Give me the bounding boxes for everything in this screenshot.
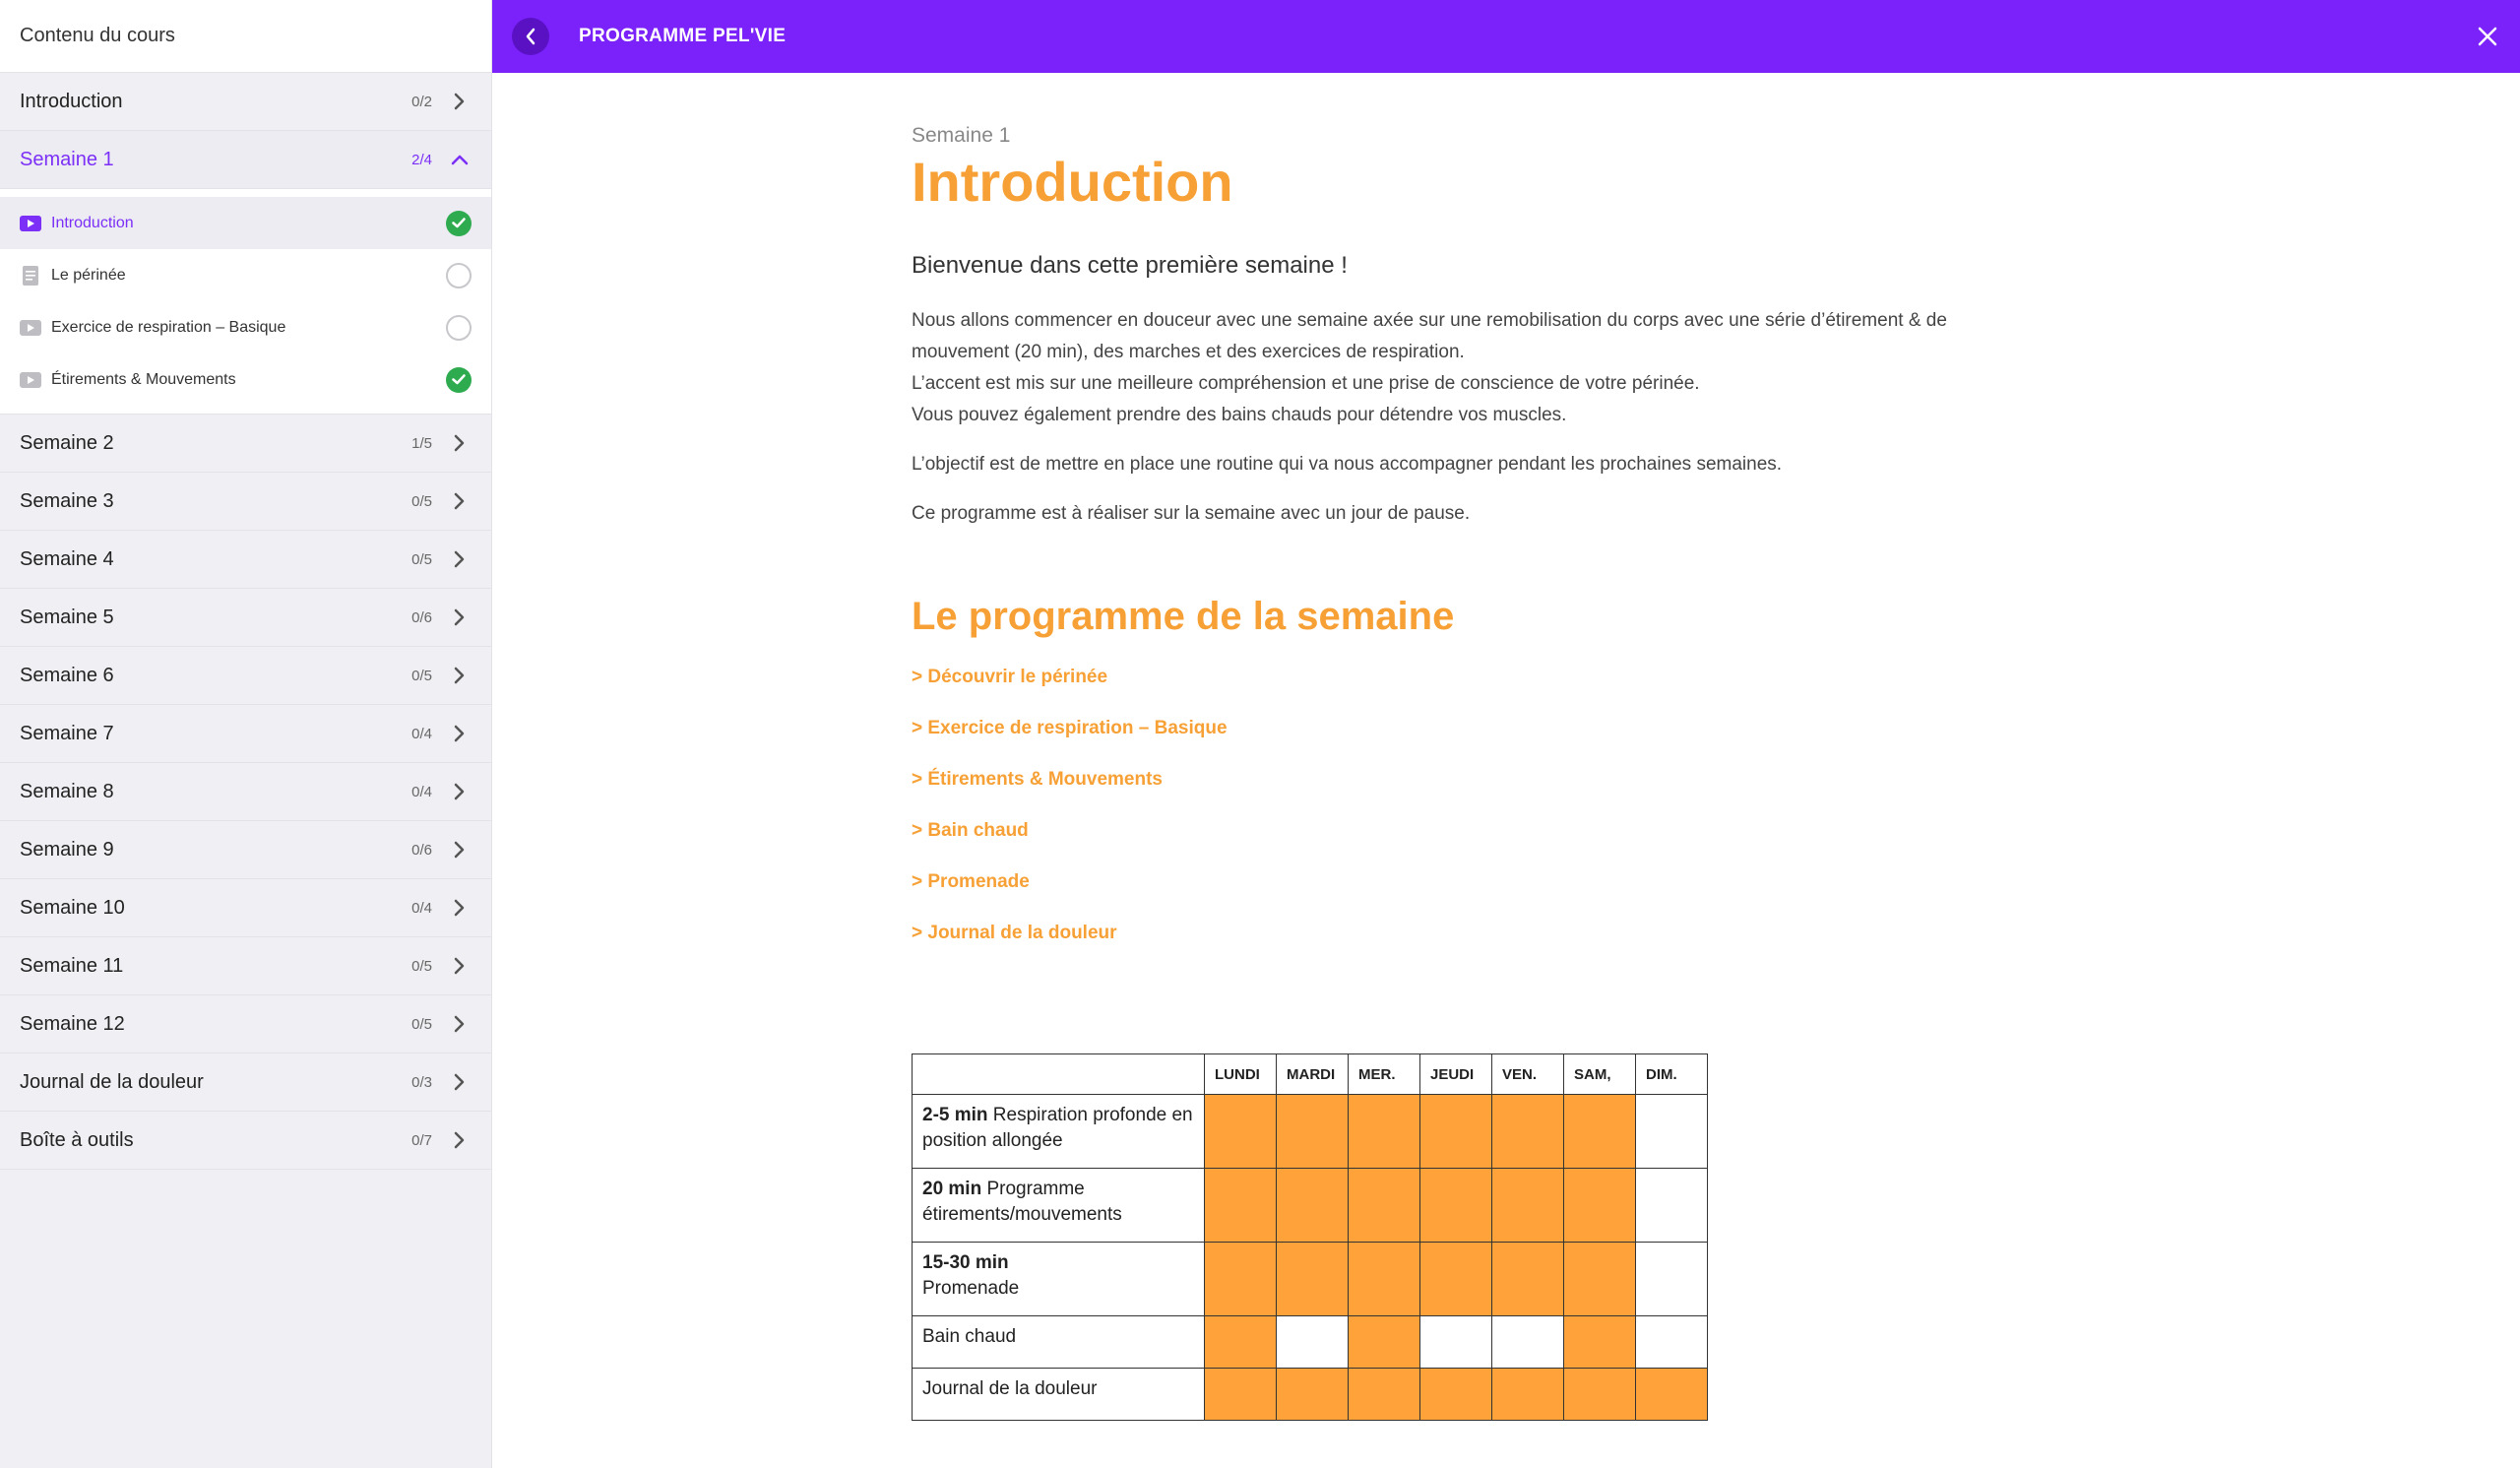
section-row[interactable]	[0, 763, 491, 821]
section-label: Semaine 8	[20, 780, 114, 802]
paragraph-line: Vous pouvez également prendre des bains chauds pour détendre vos muscles.	[912, 404, 1567, 425]
section-progress: 1/5	[411, 434, 432, 452]
program-link[interactable]: > Étirements & Mouvements	[912, 768, 1163, 790]
section-row[interactable]	[0, 879, 491, 937]
activity-text: Programme étirements/mouvements	[922, 1179, 1122, 1225]
paragraph-line: mouvement (20 min), des marches et des exercices de respiration.	[912, 341, 1465, 362]
schedule-paragraph: Ce programme est à réaliser sur la semaine avec un jour de pause.	[912, 502, 1471, 524]
section-row[interactable]	[0, 937, 491, 995]
lesson-item[interactable]	[0, 353, 491, 406]
section-label: Semaine 10	[20, 896, 125, 919]
section-label: Semaine 7	[20, 722, 114, 744]
scheduled-day-cell	[1564, 1243, 1636, 1316]
video-icon	[20, 320, 41, 336]
section-label: Semaine 11	[20, 954, 124, 977]
section-progress: 0/3	[411, 1073, 432, 1091]
empty-circle-icon	[446, 263, 472, 288]
chevron-right-icon	[450, 782, 470, 801]
lesson-title: Introduction	[912, 151, 1233, 213]
scheduled-day-cell	[1205, 1369, 1277, 1421]
section-label: Semaine 6	[20, 664, 114, 686]
scheduled-day-cell	[1420, 1369, 1492, 1421]
section-label: Semaine 1	[20, 148, 114, 170]
scheduled-day-cell	[1492, 1169, 1564, 1243]
chevron-up-icon	[450, 150, 470, 169]
day-header: JEUDI	[1420, 1054, 1492, 1095]
activity-text: Journal de la douleur	[922, 1378, 1098, 1399]
check-icon	[446, 211, 472, 236]
activity-cell	[913, 1169, 1205, 1243]
section-row[interactable]	[0, 415, 491, 473]
program-link[interactable]: > Exercice de respiration – Basique	[912, 717, 1228, 738]
section-row[interactable]	[0, 705, 491, 763]
section-progress: 0/6	[411, 841, 432, 859]
program-link[interactable]: > Promenade	[912, 870, 1030, 892]
section-progress: 0/5	[411, 957, 432, 975]
scheduled-day-cell	[1420, 1243, 1492, 1316]
day-header: MARDI	[1277, 1054, 1349, 1095]
header-blank-cell	[913, 1054, 1205, 1095]
scheduled-day-cell	[1205, 1169, 1277, 1243]
scheduled-day-cell	[1277, 1243, 1349, 1316]
section-row[interactable]	[0, 995, 491, 1053]
scheduled-day-cell	[1277, 1169, 1349, 1243]
chevron-left-icon	[525, 28, 536, 45]
section-progress: 2/4	[411, 151, 432, 168]
scheduled-day-cell	[1420, 1095, 1492, 1169]
table-row	[913, 1169, 1708, 1243]
scheduled-day-cell	[1636, 1369, 1708, 1421]
lesson-item[interactable]	[0, 301, 491, 353]
back-button[interactable]	[512, 18, 549, 55]
section-progress: 0/4	[411, 899, 432, 917]
section-label: Semaine 9	[20, 838, 114, 861]
lesson-label: Étirements & Mouvements	[51, 370, 236, 388]
section-row[interactable]	[0, 821, 491, 879]
section-progress: 0/6	[411, 608, 432, 626]
paragraph-line: Nous allons commencer en douceur avec une semaine axée sur une remobilisation du corps avec une série d’étirement & de	[912, 309, 1947, 331]
rest-day-cell	[1636, 1243, 1708, 1316]
section-label: Semaine 2	[20, 431, 114, 454]
section-introduction[interactable]	[0, 73, 491, 131]
section-row[interactable]	[0, 647, 491, 705]
chevron-right-icon	[450, 433, 470, 453]
section-label: Boîte à outils	[20, 1128, 134, 1151]
section-row[interactable]	[0, 589, 491, 647]
scheduled-day-cell	[1564, 1095, 1636, 1169]
scheduled-day-cell	[1564, 1369, 1636, 1421]
table-row	[913, 1316, 1708, 1369]
section-label: Semaine 5	[20, 606, 114, 628]
program-link[interactable]: > Journal de la douleur	[912, 922, 1117, 943]
check-icon	[446, 367, 472, 393]
program-heading: Le programme de la semaine	[912, 594, 1455, 638]
activity-duration: 15-30 min	[922, 1252, 1009, 1273]
activity-text: Respiration profonde en position allongée	[922, 1105, 1193, 1151]
chevron-right-icon	[450, 92, 470, 111]
chevron-right-icon	[450, 1130, 470, 1150]
chevron-right-icon	[450, 666, 470, 685]
section-label: Semaine 4	[20, 547, 114, 570]
scheduled-day-cell	[1277, 1369, 1349, 1421]
chevron-right-icon	[450, 724, 470, 743]
section-label: Semaine 3	[20, 489, 114, 512]
week-label: Semaine 1	[912, 124, 1011, 147]
section-progress: 0/4	[411, 783, 432, 800]
chevron-right-icon	[450, 898, 470, 918]
rest-day-cell	[1277, 1316, 1349, 1369]
document-icon	[20, 268, 41, 284]
section-progress: 0/4	[411, 725, 432, 742]
objective-paragraph: L’objectif est de mettre en place une routine qui va nous accompagner pendant les prochaines semaines.	[912, 453, 1783, 475]
lesson-item[interactable]	[0, 249, 491, 301]
weekly-schedule-table	[912, 1053, 1708, 1421]
scheduled-day-cell	[1205, 1316, 1277, 1369]
rest-day-cell	[1636, 1095, 1708, 1169]
table-row	[913, 1095, 1708, 1169]
day-header: MER.	[1349, 1054, 1420, 1095]
activity-cell	[913, 1095, 1205, 1169]
scheduled-day-cell	[1564, 1169, 1636, 1243]
section-label: Journal de la douleur	[20, 1070, 204, 1093]
top-bar	[492, 0, 2520, 73]
table-header-row	[913, 1054, 1708, 1095]
scheduled-day-cell	[1349, 1169, 1420, 1243]
activity-text: Bain chaud	[922, 1326, 1017, 1347]
chevron-right-icon	[450, 607, 470, 627]
lesson-list	[0, 189, 491, 415]
activity-cell	[913, 1316, 1205, 1369]
table-row	[913, 1243, 1708, 1316]
scheduled-day-cell	[1492, 1369, 1564, 1421]
activity-duration: 20 min	[922, 1179, 982, 1199]
program-link[interactable]: > Bain chaud	[912, 819, 1029, 841]
course-sidebar	[0, 0, 492, 1468]
course-title: PROGRAMME PEL'VIE	[579, 26, 787, 46]
activity-duration: 2-5 min	[922, 1105, 988, 1125]
sidebar-title: Contenu du cours	[0, 0, 491, 73]
section-label: Semaine 12	[20, 1012, 125, 1035]
section-row[interactable]	[0, 1112, 491, 1170]
lesson-label: Introduction	[51, 214, 134, 231]
section-progress: 0/5	[411, 1015, 432, 1033]
scheduled-day-cell	[1349, 1369, 1420, 1421]
rest-day-cell	[1420, 1316, 1492, 1369]
table-row	[913, 1369, 1708, 1421]
section-row[interactable]	[0, 531, 491, 589]
section-progress: 0/5	[411, 550, 432, 568]
paragraph-line: L’accent est mis sur une meilleure compréhension et une prise de conscience de votre périnée.	[912, 372, 1700, 394]
intro-paragraph	[912, 305, 2053, 431]
day-header: SAM,	[1564, 1054, 1636, 1095]
activity-text: Promenade	[922, 1278, 1020, 1299]
chevron-right-icon	[450, 1072, 470, 1092]
scheduled-day-cell	[1420, 1169, 1492, 1243]
close-icon	[2478, 27, 2497, 46]
rest-day-cell	[1636, 1169, 1708, 1243]
scheduled-day-cell	[1349, 1316, 1420, 1369]
day-header: VEN.	[1492, 1054, 1564, 1095]
scheduled-day-cell	[1349, 1095, 1420, 1169]
close-button[interactable]	[2475, 24, 2500, 49]
video-icon	[20, 372, 41, 388]
scheduled-day-cell	[1564, 1316, 1636, 1369]
chevron-right-icon	[450, 1014, 470, 1034]
section-label: Introduction	[20, 90, 123, 112]
rest-day-cell	[1492, 1316, 1564, 1369]
section-progress: 0/7	[411, 1131, 432, 1149]
section-list	[0, 415, 491, 1170]
empty-circle-icon	[446, 315, 472, 341]
scheduled-day-cell	[1349, 1243, 1420, 1316]
section-semaine-1[interactable]	[0, 131, 491, 189]
day-header: DIM.	[1636, 1054, 1708, 1095]
scheduled-day-cell	[1205, 1095, 1277, 1169]
scheduled-day-cell	[1205, 1243, 1277, 1316]
day-header: LUNDI	[1205, 1054, 1277, 1095]
chevron-right-icon	[450, 549, 470, 569]
scheduled-day-cell	[1277, 1095, 1349, 1169]
lesson-content	[912, 73, 2093, 944]
section-progress: 0/2	[411, 93, 432, 110]
program-link[interactable]: > Découvrir le périnée	[912, 666, 1108, 687]
welcome-heading: Bienvenue dans cette première semaine !	[912, 251, 1348, 279]
section-progress: 0/5	[411, 492, 432, 510]
lesson-label: Le périnée	[51, 266, 126, 284]
scheduled-day-cell	[1492, 1095, 1564, 1169]
section-row[interactable]	[0, 473, 491, 531]
video-icon	[20, 216, 41, 231]
chevron-right-icon	[450, 840, 470, 860]
activity-cell	[913, 1369, 1205, 1421]
lesson-item[interactable]	[0, 197, 491, 249]
section-row[interactable]	[0, 1053, 491, 1112]
chevron-right-icon	[450, 956, 470, 976]
activity-cell	[913, 1243, 1205, 1316]
chevron-right-icon	[450, 491, 470, 511]
rest-day-cell	[1636, 1316, 1708, 1369]
section-progress: 0/5	[411, 667, 432, 684]
lesson-label: Exercice de respiration – Basique	[51, 318, 286, 336]
scheduled-day-cell	[1492, 1243, 1564, 1316]
